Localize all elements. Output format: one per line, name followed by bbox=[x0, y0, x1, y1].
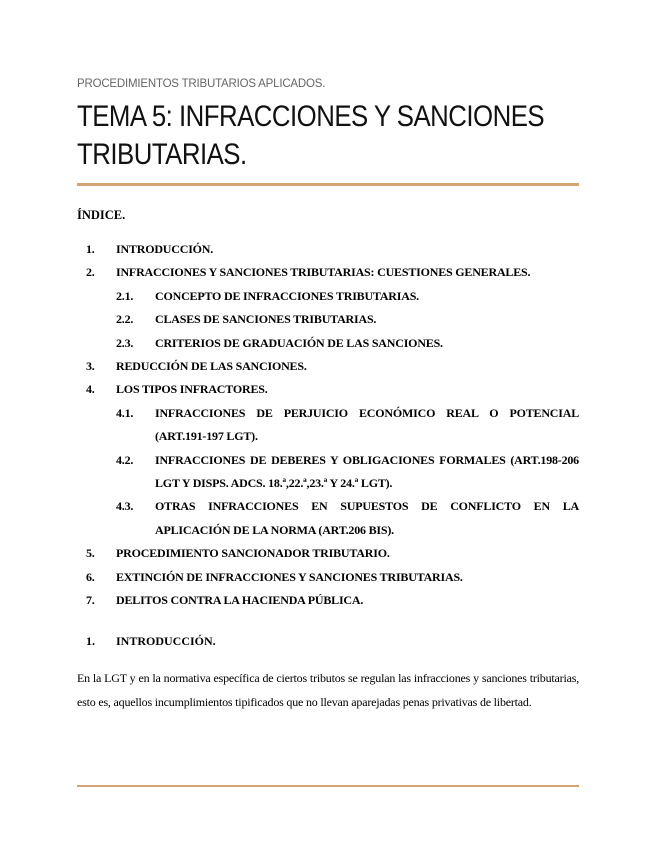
toc-item-number: 3. bbox=[86, 359, 95, 374]
toc-item-number: 4.2. bbox=[116, 452, 134, 467]
toc-item-number: 4. bbox=[86, 382, 95, 397]
section-number: 1. bbox=[86, 634, 95, 648]
toc-item bbox=[77, 589, 579, 612]
toc-item-label: EXTINCIÓN DE INFRACCIONES Y SANCIONES TRIBUTARIAS. bbox=[116, 569, 463, 584]
toc-item-label: INFRACCIONES DE PERJUICIO ECONÓMICO REAL O POTENCIAL (ART.191-197 LGT). bbox=[155, 405, 579, 444]
footer-divider bbox=[77, 785, 579, 787]
toc-item-number: 2.1. bbox=[116, 288, 134, 303]
toc-item-number: 4.1. bbox=[116, 405, 134, 420]
toc-item-label: OTRAS INFRACCIONES EN SUPUESTOS DE CONFLICTO EN LA APLICACIÓN DE LA NORMA (ART.206 BIS). bbox=[155, 499, 579, 537]
toc-item-number: 1. bbox=[86, 242, 95, 256]
toc-item-label: INTRODUCCIÓN. bbox=[116, 242, 214, 256]
toc-item-number: 4.3. bbox=[116, 499, 134, 514]
toc-item bbox=[77, 238, 579, 261]
toc-item bbox=[77, 449, 579, 496]
toc-item-label: PROCEDIMIENTO SANCIONADOR TRIBUTARIO. bbox=[116, 546, 390, 561]
toc-item-label: CLASES DE SANCIONES TRIBUTARIAS. bbox=[155, 312, 377, 327]
toc-item bbox=[77, 285, 579, 308]
index-heading: ÍNDICE. bbox=[77, 208, 126, 222]
toc-item-number: 2.2. bbox=[116, 312, 134, 327]
toc-item bbox=[77, 378, 579, 401]
toc-item-label: REDUCCIÓN DE LAS SANCIONES. bbox=[116, 359, 307, 374]
toc-item bbox=[77, 332, 579, 355]
table-of-contents bbox=[77, 238, 579, 613]
toc-item bbox=[77, 261, 579, 284]
toc-item-label: INFRACCIONES DE DEBERES Y OBLIGACIONES FORMALES (ART.198-206 LGT Y DISPS. ADCS. 18.ª,22.ª,23.ª Y 24.ª LGT). bbox=[155, 452, 579, 491]
page-title: TEMA 5: INFRACCIONES Y SANCIONES TRIBUTARIAS. bbox=[77, 100, 545, 171]
intro-paragraph: En la LGT y en la normativa específica de ciertos tributos se regulan las infracciones y sanciones tributarias, esto es, aquellos incumplimientos tipificados que no llevan aparejadas penas privativas de libertad. bbox=[77, 671, 579, 710]
toc-item-label: CRITERIOS DE GRADUACIÓN DE LAS SANCIONES. bbox=[155, 335, 443, 350]
toc-item-number: 2. bbox=[86, 265, 95, 280]
toc-item bbox=[77, 566, 579, 589]
toc-item-number: 2.3. bbox=[116, 335, 134, 350]
section-title: INTRODUCCIÓN. bbox=[116, 634, 216, 648]
toc-item bbox=[77, 495, 579, 542]
toc-item bbox=[77, 308, 579, 331]
toc-item-label: DELITOS CONTRA LA HACIENDA PÚBLICA. bbox=[116, 593, 364, 608]
toc-item-number: 5. bbox=[86, 546, 95, 561]
title-divider bbox=[77, 183, 579, 186]
toc-item bbox=[77, 542, 579, 565]
toc-item bbox=[77, 402, 579, 449]
toc-item bbox=[77, 355, 579, 378]
toc-item-number: 6. bbox=[86, 569, 95, 584]
course-subject: PROCEDIMIENTOS TRIBUTARIOS APLICADOS. bbox=[77, 78, 326, 90]
toc-item-label: LOS TIPOS INFRACTORES. bbox=[116, 382, 268, 397]
toc-item-number: 7. bbox=[86, 593, 95, 608]
toc-item-label: INFRACCIONES Y SANCIONES TRIBUTARIAS: CUESTIONES GENERALES. bbox=[116, 265, 531, 280]
toc-item-label: CONCEPTO DE INFRACCIONES TRIBUTARIAS. bbox=[155, 288, 419, 303]
